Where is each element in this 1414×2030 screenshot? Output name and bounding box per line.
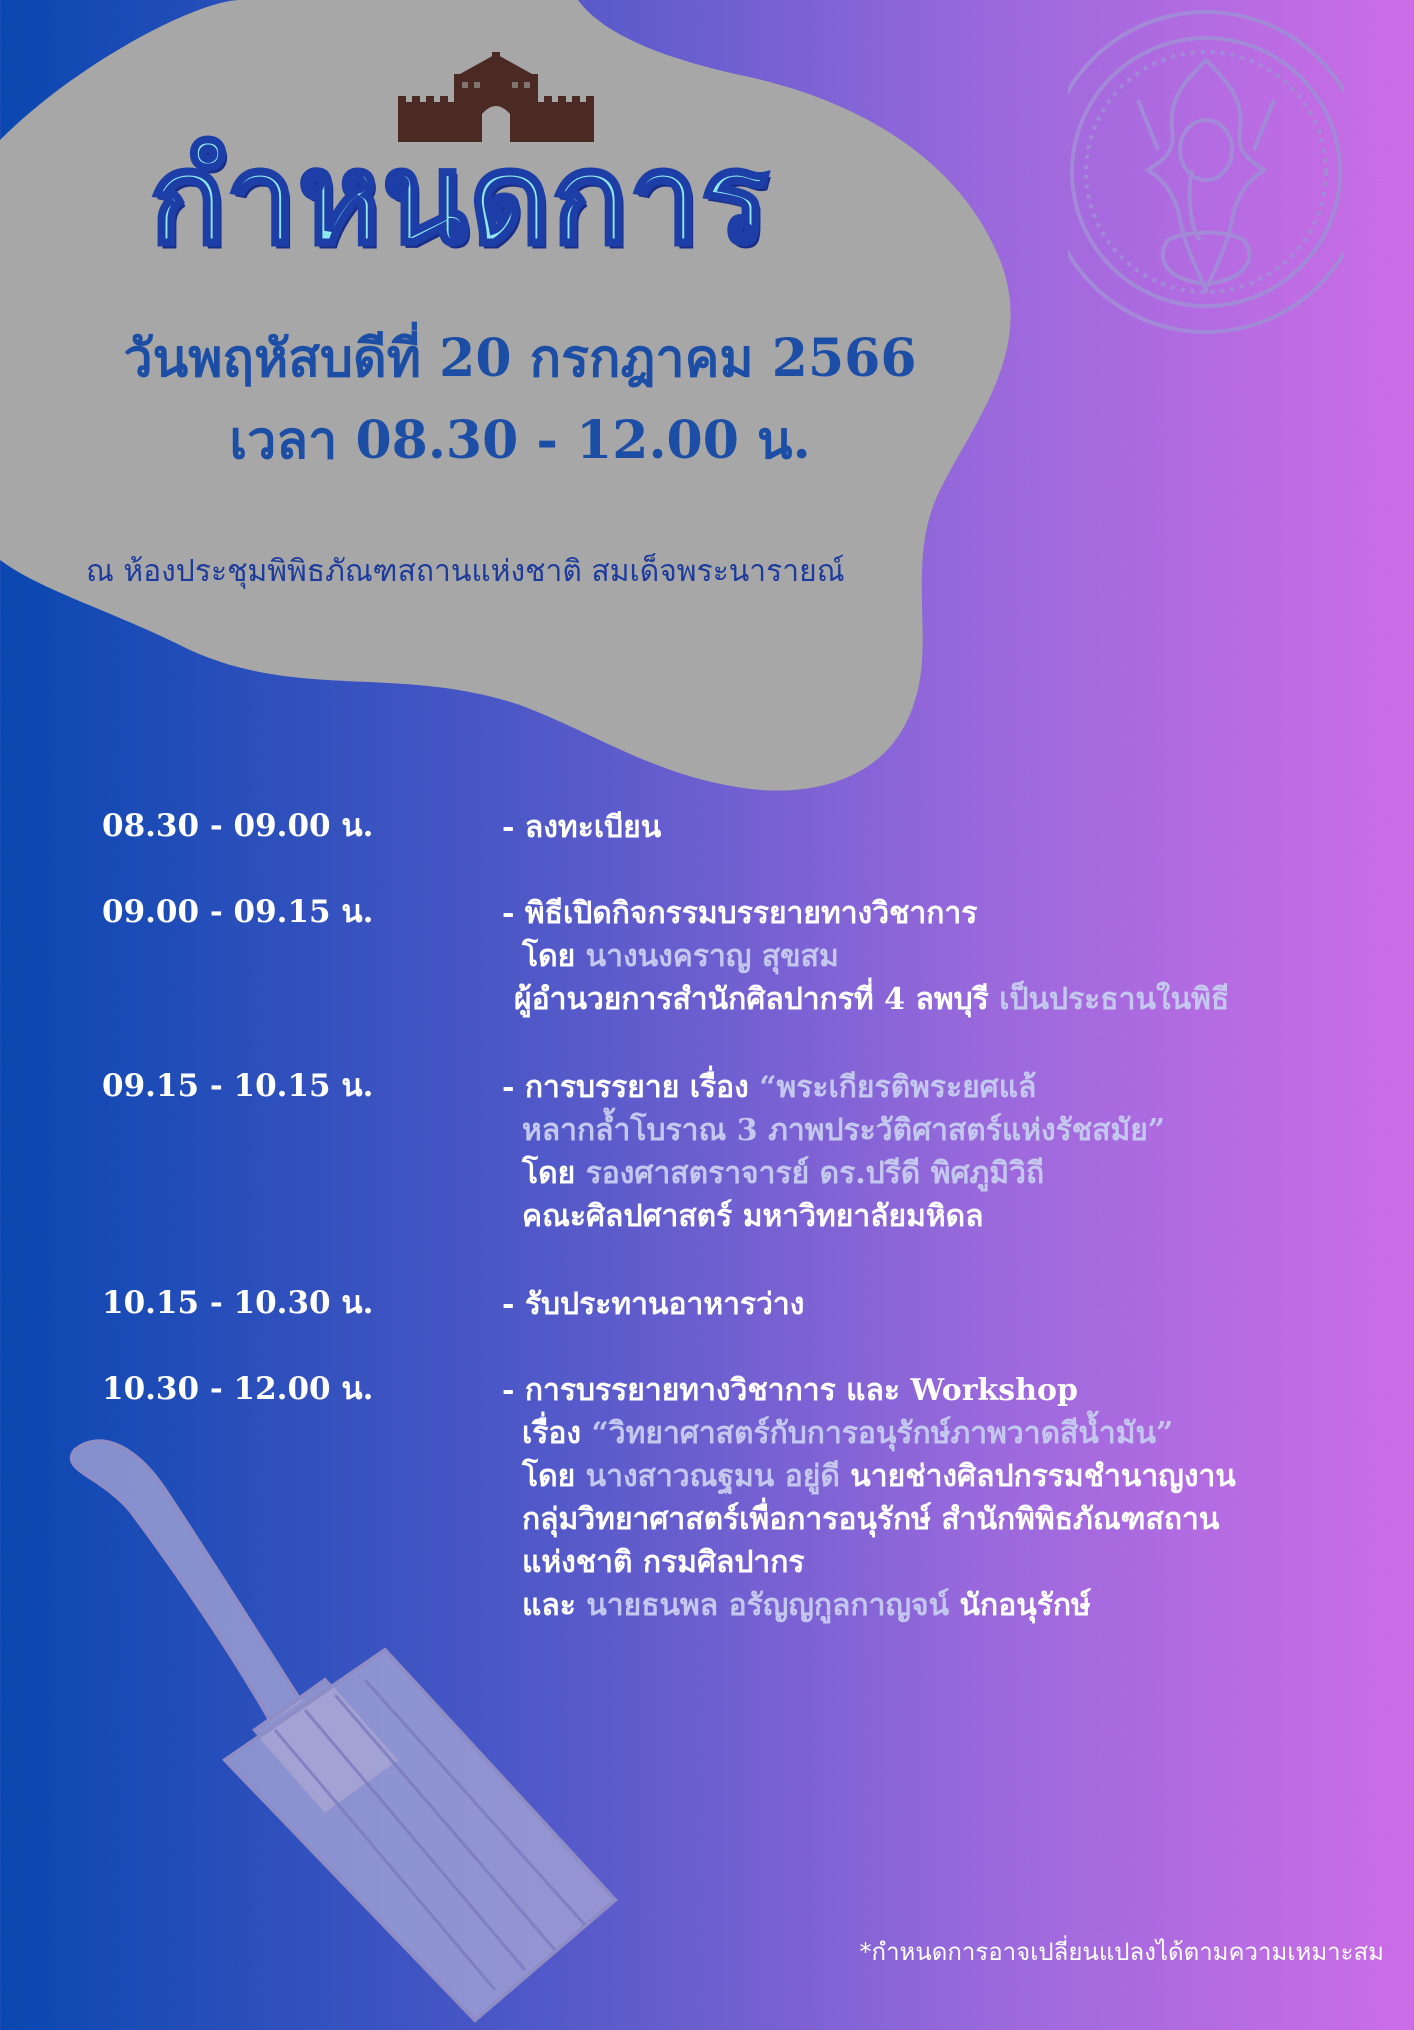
line-prefix: และ	[522, 1588, 587, 1623]
talk-title: “พระเกียรติพระยศแล้	[759, 1070, 1037, 1105]
talk-title-cont: หลากล้ำโบราณ 3 ภาพประวัติศาสตร์แห่งรัชสมัย”	[522, 1113, 1166, 1148]
speaker-position: นักอนุรักษ์	[949, 1588, 1091, 1623]
line-text: - การบรรยาย เรื่อง	[502, 1070, 760, 1105]
schedule-line: - รับประทานอาหารว่าง	[502, 1287, 805, 1322]
schedule-line: - ลงทะเบียน	[502, 810, 662, 845]
speaker-affiliation: กลุ่มวิทยาศาสตร์เพื่อการอนุรักษ์ สำนักพิพิธภัณฑสถาน	[522, 1502, 1220, 1537]
schedule-time: 10.15 - 10.30 น.	[102, 1285, 374, 1321]
line-prefix: เรื่อง	[522, 1416, 592, 1451]
schedule-line	[502, 1412, 1382, 1455]
event-date: วันพฤหัสบดีที่ 20 กรกฎาคม 2566	[123, 328, 917, 389]
schedule-line	[502, 935, 1382, 978]
line-prefix: โดย	[522, 1156, 586, 1191]
schedule-line	[502, 1066, 1382, 1109]
line-prefix: โดย	[522, 939, 586, 974]
schedule-item	[502, 806, 1382, 849]
line-highlight: เป็นประธานในพิธี	[999, 982, 1230, 1017]
speaker-position: นายช่างศิลปกรรมชำนาญงาน	[839, 1459, 1236, 1494]
speaker-name: นางสาวณฐมน อยู่ดี	[585, 1459, 840, 1494]
schedule-line: - พิธีเปิดกิจกรรมบรรยายทางวิชาการ	[502, 896, 978, 931]
speaker-affiliation: แห่งชาติ กรมศิลปากร	[522, 1545, 805, 1580]
schedule-line: - การบรรยายทางวิชาการ และ Workshop	[502, 1373, 1078, 1408]
schedule-item	[502, 1066, 1382, 1238]
schedule-line	[502, 1584, 1382, 1627]
page-title: กำหนดการ	[150, 125, 770, 272]
event-time: เวลา 08.30 - 12.00 น.	[229, 410, 811, 471]
speaker-name: นายธนพล อรัญญกูลกาญจน์	[586, 1588, 950, 1623]
line-prefix: โดย	[522, 1459, 586, 1494]
schedule-item	[502, 1283, 1382, 1326]
schedule-time: 09.15 - 10.15 น.	[102, 1068, 374, 1104]
talk-title: “วิทยาศาสตร์กับการอนุรักษ์ภาพวาดสีน้ำมัน”	[591, 1416, 1174, 1451]
schedule-time: 08.30 - 09.00 น.	[102, 808, 374, 844]
schedule-line	[502, 978, 1382, 1021]
schedule-time: 09.00 - 09.15 น.	[102, 894, 374, 930]
schedule-item	[502, 1369, 1382, 1627]
schedule-line	[502, 1152, 1382, 1195]
speaker-name: รองศาสตราจารย์ ดร.ปรีดี พิศภูมิวิถี	[585, 1156, 1045, 1191]
schedule-time: 10.30 - 12.00 น.	[102, 1371, 374, 1407]
footnote: *กำหนดการอาจเปลี่ยนแปลงได้ตามความเหมาะสม	[859, 1938, 1384, 1966]
ganesha-seal-icon	[1068, 0, 1344, 344]
event-venue: ณ ห้องประชุมพิพิธภัณฑสถานแห่งชาติ สมเด็จพระนารายณ์	[86, 554, 845, 589]
schedule-line	[502, 1455, 1382, 1498]
schedule-item	[502, 892, 1382, 1021]
speaker-name: นางนงคราญ สุขสม	[585, 939, 839, 974]
speaker-affiliation: คณะศิลปศาสตร์ มหาวิทยาลัยมหิดล	[522, 1199, 984, 1234]
line-text: ผู้อำนวยการสำนักศิลปากรที่ 4 ลพบุรี	[514, 982, 1000, 1017]
